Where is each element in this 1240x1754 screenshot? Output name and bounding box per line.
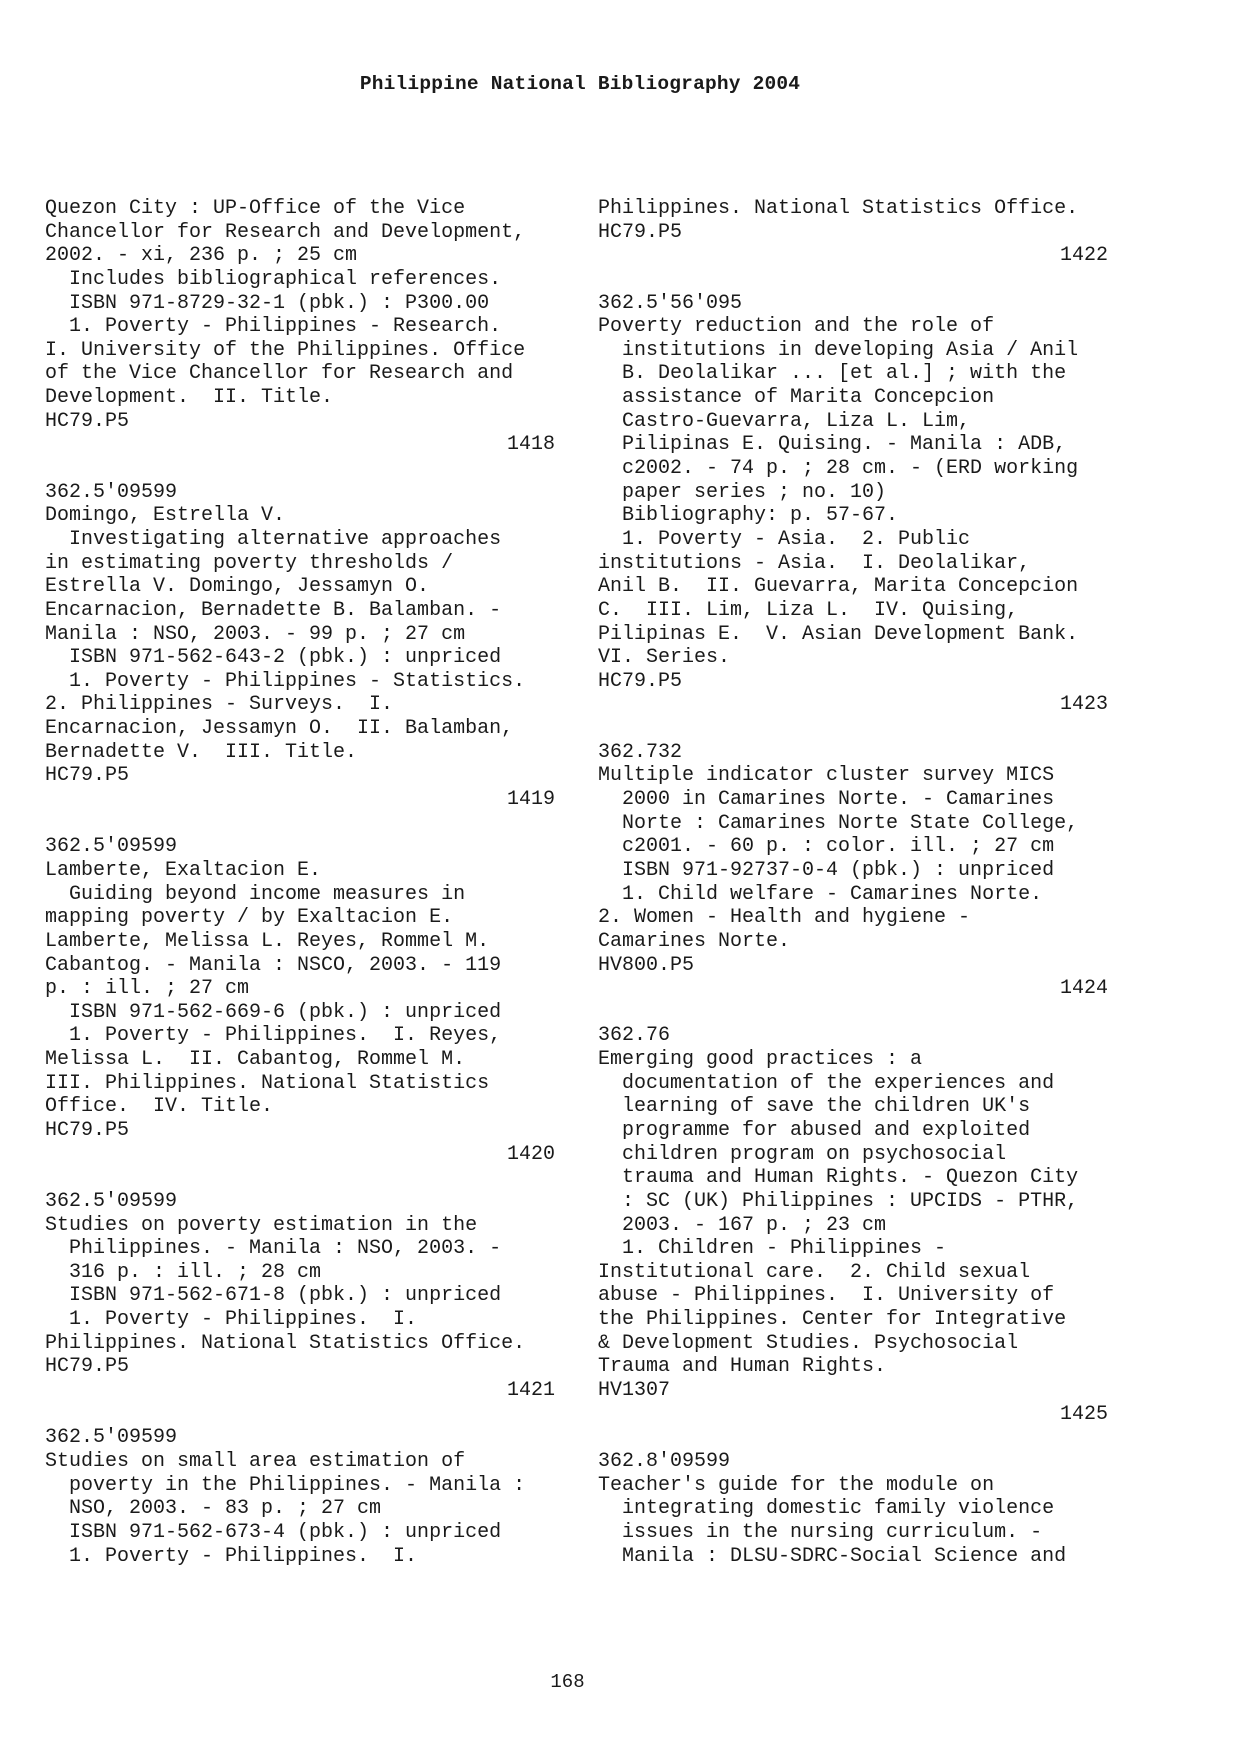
entry-line: C. III. Lim, Liza L. IV. Quising, xyxy=(598,598,1019,622)
entry-line: Domingo, Estrella V. xyxy=(45,504,286,528)
entry-line: HC79.P5 xyxy=(598,669,683,693)
entry-line: children program on psychosocial xyxy=(598,1142,1007,1166)
entry-line: abuse - Philippines. I. University of xyxy=(598,1284,1055,1308)
entry-line: 1. Poverty - Philippines. I. Reyes, xyxy=(45,1024,502,1048)
entry-line: ISBN 971-8729-32-1 (pbk.) : P300.00 xyxy=(45,291,490,315)
spacer xyxy=(45,457,555,481)
entry-line: learning of save the children UK's xyxy=(598,1095,1031,1119)
entry-line: Includes bibliographical references. xyxy=(45,267,502,291)
entry-line: Estrella V. Domingo, Jessamyn O. xyxy=(45,575,430,599)
entry-line: Guiding beyond income measures in xyxy=(45,882,466,906)
entry-line: c2001. - 60 p. : color. ill. ; 27 cm xyxy=(598,835,1055,859)
entry-line: Bernadette V. III. Title. xyxy=(45,740,358,764)
entry-number: 1423 xyxy=(1059,693,1108,717)
right-column xyxy=(598,197,1108,1568)
entry-line: 1. Children - Philippines - xyxy=(598,1237,947,1261)
entry-line: 2000 in Camarines Norte. - Camarines xyxy=(598,788,1055,812)
entry-line: ISBN 971-92737-0-4 (pbk.) : unpriced xyxy=(598,858,1055,882)
entry-line: 362.5'09599 xyxy=(45,1189,178,1213)
entry-line: 2003. - 167 p. ; 23 cm xyxy=(598,1213,887,1237)
entry-line: ISBN 971-562-671-8 (pbk.) : unpriced xyxy=(45,1284,502,1308)
entry-line: HC79.P5 xyxy=(45,409,130,433)
entry-line: HC79.P5 xyxy=(598,220,683,244)
entry-line: Philippines. National Statistics Office. xyxy=(598,197,1079,220)
entry-line: issues in the nursing curriculum. - xyxy=(598,1520,1043,1544)
entry-line: 362.732 xyxy=(598,740,683,764)
entry-number: 1422 xyxy=(1059,244,1108,268)
entry-line: HC79.P5 xyxy=(45,1118,130,1142)
page-number: 168 xyxy=(550,1671,585,1693)
entry-line: NSO, 2003. - 83 p. ; 27 cm xyxy=(45,1497,382,1521)
entry-line: Philippines. - Manila : NSO, 2003. - xyxy=(45,1237,502,1261)
entry-line: 362.5'09599 xyxy=(45,480,178,504)
entry-line: 1. Poverty - Asia. 2. Public xyxy=(598,527,971,551)
entry-line: Castro-Guevarra, Liza L. Lim, xyxy=(598,409,971,433)
entry-number: 1418 xyxy=(506,433,555,457)
entry-line: : SC (UK) Philippines : UPCIDS - PTHR, xyxy=(598,1189,1079,1213)
spacer xyxy=(598,268,1108,292)
entry-number: 1421 xyxy=(506,1379,555,1403)
entry-line: Anil B. II. Guevarra, Marita Concepcion xyxy=(598,575,1079,599)
entry-line: 316 p. : ill. ; 28 cm xyxy=(45,1260,322,1284)
entry-line: HC79.P5 xyxy=(45,764,130,788)
entry-line: 2. Philippines - Surveys. I. xyxy=(45,693,394,717)
entry-line: institutions - Asia. I. Deolalikar, xyxy=(598,551,1031,575)
entry-line: Norte : Camarines Norte State College, xyxy=(598,811,1079,835)
entry-line: III. Philippines. National Statistics xyxy=(45,1071,490,1095)
entry-line: 1. Poverty - Philippines - Research. xyxy=(45,315,502,339)
entry-line: p. : ill. ; 27 cm xyxy=(45,977,250,1001)
entry-line: Lamberte, Exaltacion E. xyxy=(45,858,322,882)
entry-line: Camarines Norte. xyxy=(598,929,791,953)
spacer xyxy=(598,1001,1108,1025)
entry-line: ISBN 971-562-643-2 (pbk.) : unpriced xyxy=(45,646,502,670)
entry-line: Manila : DLSU-SDRC-Social Science and xyxy=(598,1544,1067,1568)
entry-line: Cabantog. - Manila : NSCO, 2003. - 119 xyxy=(45,953,502,977)
entry-line: Chancellor for Research and Development, xyxy=(45,220,526,244)
entry-line: 2. Women - Health and hygiene - xyxy=(598,906,971,930)
entry-line: ISBN 971-562-673-4 (pbk.) : unpriced xyxy=(45,1520,502,1544)
entry-number: 1419 xyxy=(506,788,555,812)
entry-line: in estimating poverty thresholds / xyxy=(45,551,454,575)
entry-line: programme for abused and exploited xyxy=(598,1118,1031,1142)
entry-number: 1424 xyxy=(1059,977,1108,1001)
entry-line: documentation of the experiences and xyxy=(598,1071,1055,1095)
entry-line: Development. II. Title. xyxy=(45,386,334,410)
entry-line: 1. Poverty - Philippines. I. xyxy=(45,1308,418,1332)
entry-line: paper series ; no. 10) xyxy=(598,480,887,504)
entry-line: Institutional care. 2. Child sexual xyxy=(598,1260,1031,1284)
entry-line: poverty in the Philippines. - Manila : xyxy=(45,1473,526,1497)
spacer xyxy=(598,717,1108,741)
spacer xyxy=(45,812,555,836)
entry-number: 1420 xyxy=(506,1142,555,1166)
entry-line: 2002. - xi, 236 p. ; 25 cm xyxy=(45,244,358,268)
entry-line: 362.5'09599 xyxy=(45,835,178,859)
entry-line: institutions in developing Asia / Anil xyxy=(598,338,1079,362)
entry-line: B. Deolalikar ... [et al.] ; with the xyxy=(598,362,1067,386)
left-column xyxy=(45,197,555,1568)
entry-line: I. University of the Philippines. Office xyxy=(45,338,526,362)
entry-line: Poverty reduction and the role of xyxy=(598,315,995,339)
entry-line: 1. Poverty - Philippines - Statistics. xyxy=(45,669,526,693)
entry-line: Melissa L. II. Cabantog, Rommel M. xyxy=(45,1048,466,1072)
entry-line: Multiple indicator cluster survey MICS xyxy=(598,764,1055,788)
entry-line: trauma and Human Rights. - Quezon City xyxy=(598,1166,1079,1190)
entry-line: HV1307 xyxy=(598,1379,671,1403)
entry-line: integrating domestic family violence xyxy=(598,1497,1055,1521)
entry-line: Pilipinas E. Quising. - Manila : ADB, xyxy=(598,433,1067,457)
entry-line: Office. IV. Title. xyxy=(45,1095,274,1119)
entry-line: Encarnacion, Bernadette B. Balamban. - xyxy=(45,598,502,622)
entry-line: Philippines. National Statistics Office. xyxy=(45,1331,526,1355)
entry-line: 362.5'09599 xyxy=(45,1426,178,1450)
entry-line: HC79.P5 xyxy=(45,1355,130,1379)
entry-line: 1. Child welfare - Camarines Norte. xyxy=(598,882,1043,906)
entry-line: Pilipinas E. V. Asian Development Bank. xyxy=(598,622,1079,646)
entry-line: of the Vice Chancellor for Research and xyxy=(45,362,514,386)
spacer xyxy=(45,1166,555,1190)
entry-line: 1. Poverty - Philippines. I. xyxy=(45,1544,418,1568)
entry-line: Studies on poverty estimation in the xyxy=(45,1213,478,1237)
entry-line: HV800.P5 xyxy=(598,953,695,977)
page-header: Philippine National Bibliography 2004 xyxy=(359,73,801,95)
entry-line: Emerging good practices : a xyxy=(598,1048,923,1072)
entry-line: VI. Series. xyxy=(598,646,731,670)
entry-line: Studies on small area estimation of xyxy=(45,1449,466,1473)
spacer xyxy=(598,1426,1108,1450)
entry-line: assistance of Marita Concepcion xyxy=(598,386,995,410)
entry-line: & Development Studies. Psychosocial xyxy=(598,1331,1019,1355)
entry-line: Encarnacion, Jessamyn O. II. Balamban, xyxy=(45,717,514,741)
entry-line: Investigating alternative approaches xyxy=(45,527,502,551)
entry-line: Bibliography: p. 57-67. xyxy=(598,504,899,528)
entry-line: 362.76 xyxy=(598,1024,671,1048)
entry-line: the Philippines. Center for Integrative xyxy=(598,1308,1067,1332)
entry-line: 362.8'09599 xyxy=(598,1449,731,1473)
entry-number: 1425 xyxy=(1059,1402,1108,1426)
entry-line: Lamberte, Melissa L. Reyes, Rommel M. xyxy=(45,929,490,953)
entry-line: Manila : NSO, 2003. - 99 p. ; 27 cm xyxy=(45,622,466,646)
entry-line: Teacher's guide for the module on xyxy=(598,1473,995,1497)
spacer xyxy=(45,1403,555,1427)
entry-line: 362.5'56'095 xyxy=(598,291,743,315)
entry-line: c2002. - 74 p. ; 28 cm. - (ERD working xyxy=(598,457,1079,481)
entry-line: ISBN 971-562-669-6 (pbk.) : unpriced xyxy=(45,1000,502,1024)
entry-line: mapping poverty / by Exaltacion E. xyxy=(45,906,454,930)
entry-line: Quezon City : UP-Office of the Vice xyxy=(45,197,466,220)
entry-line: Trauma and Human Rights. xyxy=(598,1355,887,1379)
